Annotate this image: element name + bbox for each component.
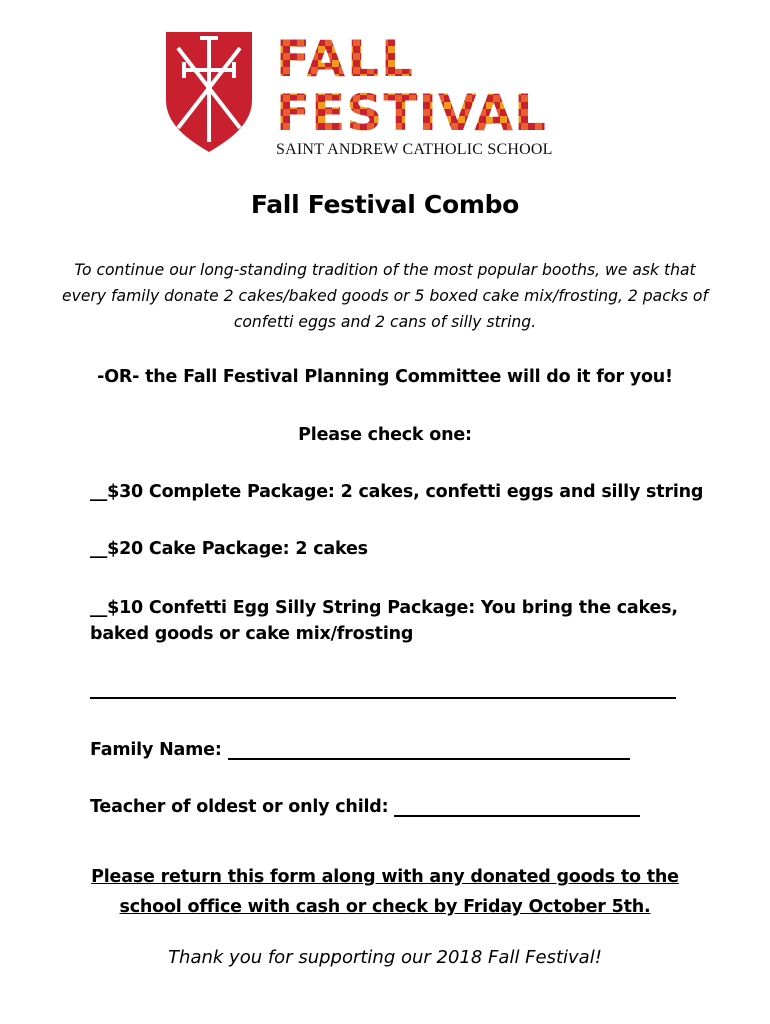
logo-word-festival: FESTIVAL bbox=[276, 84, 547, 136]
teacher-row bbox=[90, 795, 690, 817]
intro-paragraph: To continue our long-standing tradition of the most popular booths, we ask that every family donate 2 cakes/baked goods or 5 boxed cake mix/frosting, 2 packs of confetti eggs and 2 cans of silly string. bbox=[62, 261, 708, 331]
fall-festival-wordmark bbox=[276, 32, 566, 136]
cross-shield-icon bbox=[164, 30, 254, 154]
return-note: Please return this form along with any donated goods to the school office with cash or check by Friday October 5th. bbox=[91, 867, 679, 917]
option-cake-package: __$20 Cake Package: 2 cakes bbox=[90, 539, 368, 559]
option-complete-package: __$30 Complete Package: 2 cakes, confetti eggs and silly string bbox=[90, 482, 704, 502]
divider-line bbox=[90, 697, 676, 699]
family-name-label: Family Name: bbox=[90, 740, 222, 760]
logo-word-fall: FALL bbox=[276, 32, 415, 88]
page-title: Fall Festival Combo bbox=[250, 190, 520, 219]
teacher-field[interactable] bbox=[394, 795, 640, 817]
family-name-field[interactable] bbox=[228, 738, 630, 760]
thanks-message: Thank you for supporting our 2018 Fall Festival! bbox=[168, 947, 602, 968]
teacher-label: Teacher of oldest or only child: bbox=[90, 797, 389, 817]
school-name: SAINT ANDREW CATHOLIC SCHOOL bbox=[276, 141, 553, 158]
check-prompt: Please check one: bbox=[298, 425, 472, 445]
option-confetti-package: __$10 Confetti Egg Silly String Package: You bring the cakes, baked goods or cake mix/frosting bbox=[90, 598, 678, 644]
or-line: -OR- the Fall Festival Planning Committee will do it for you! bbox=[97, 367, 673, 387]
family-name-row bbox=[90, 738, 690, 760]
festival-logo bbox=[164, 30, 574, 162]
